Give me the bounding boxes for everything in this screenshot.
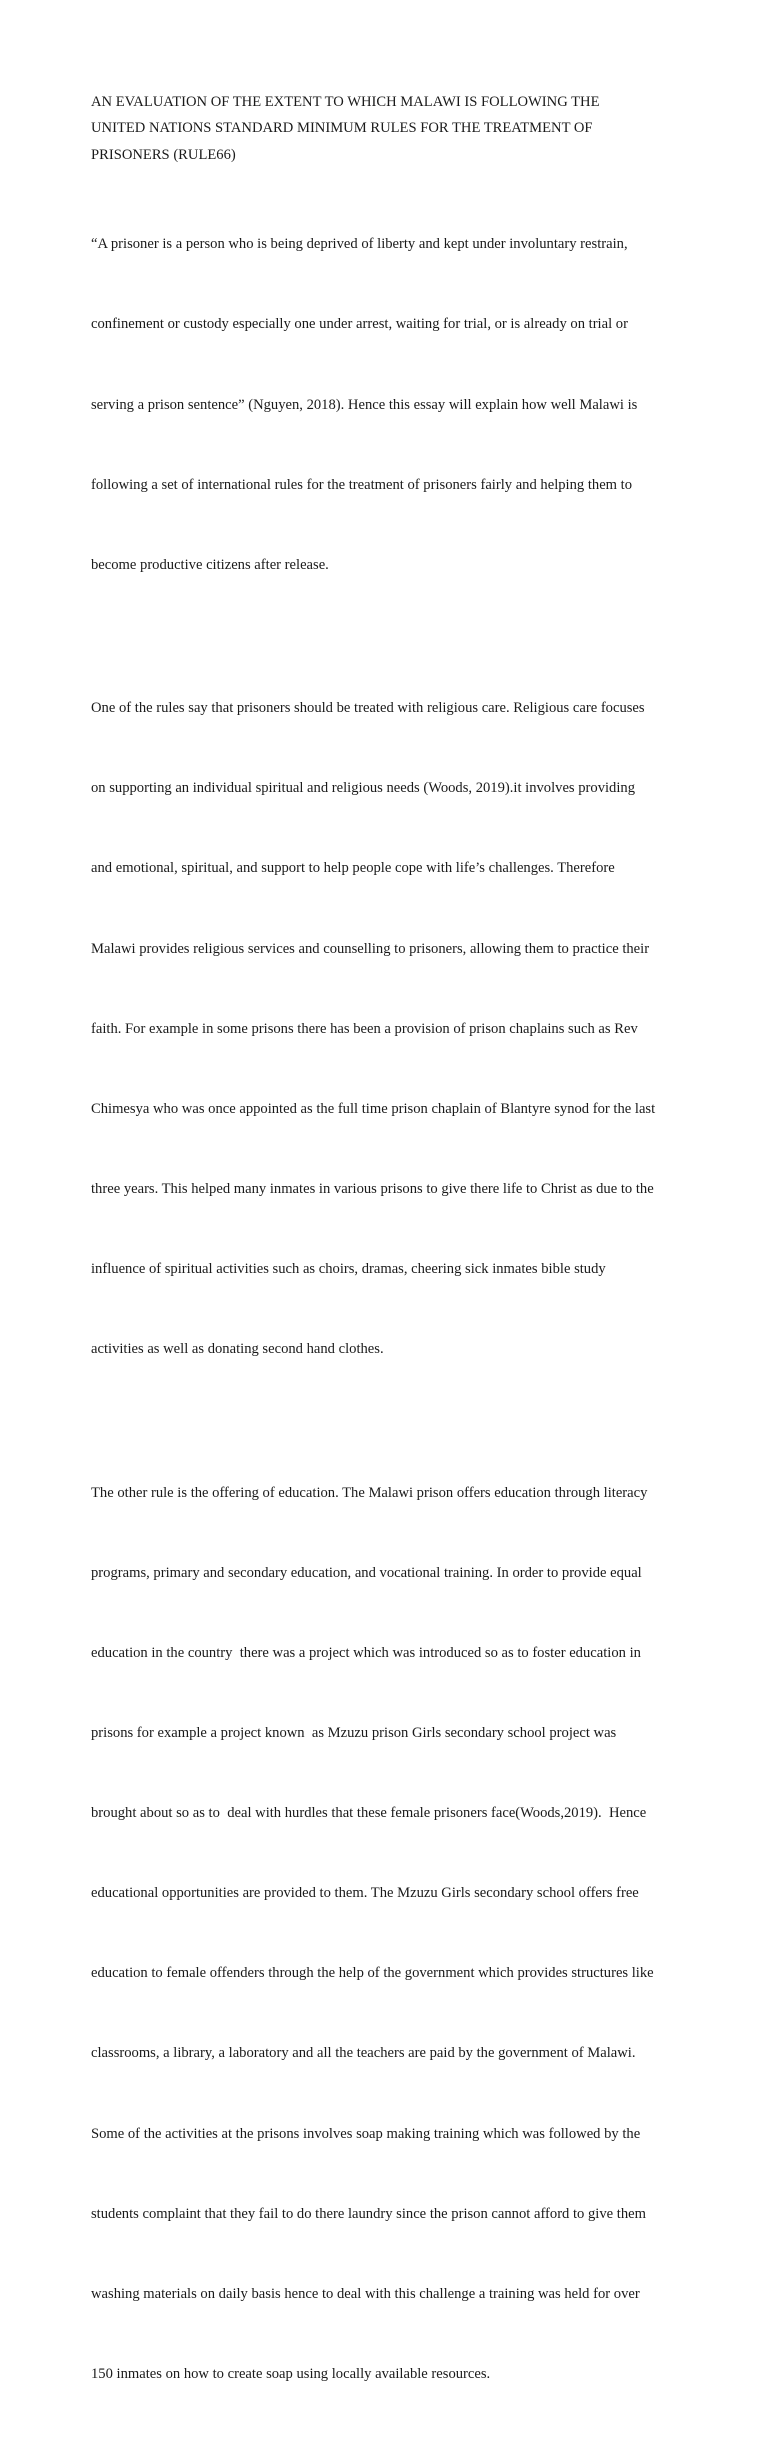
paragraph-religious-care <box>91 642 681 1416</box>
text-line: Some of the activities at the prisons involves soap making training which was followed by the <box>91 2125 641 2142</box>
text-line: become productive citizens after release. <box>91 556 329 573</box>
paragraph-education <box>91 1426 681 2441</box>
document-title <box>91 89 681 168</box>
title-line: PRISONERS (RULE66) <box>91 146 236 163</box>
text-line: prisons for example a project known as Mzuzu prison Girls secondary school project was <box>91 1724 617 1741</box>
text-line: confinement or custody especially one under arrest, waiting for trial, or is already on trial or <box>91 316 628 333</box>
text-line: brought about so as to deal with hurdles that these female prisoners face(Woods,2019). Hence <box>91 1805 647 1822</box>
title-line: AN EVALUATION OF THE EXTENT TO WHICH MALAWI IS FOLLOWING THE <box>91 94 600 110</box>
title-line: UNITED NATIONS STANDARD MINIMUM RULES FOR THE TREATMENT OF <box>91 120 593 137</box>
text-line: 150 inmates on how to create soap using locally available resources. <box>91 2365 491 2382</box>
text-line: One of the rules say that prisoners should be treated with religious care. Religious care focuses <box>91 700 645 717</box>
text-line: following a set of international rules for the treatment of prisoners fairly and helping them to <box>91 476 633 493</box>
text-line: faith. For example in some prisons there has been a provision of prison chaplains such as Rev <box>91 1020 638 1037</box>
text-line: education to female offenders through the help of the government which provides structures like <box>91 1965 654 1982</box>
text-line: three years. This helped many inmates in various prisons to give there life to Christ as due to the <box>91 1180 654 1197</box>
text-line: “A prisoner is a person who is being deprived of liberty and kept under involuntary restrain, <box>91 236 628 253</box>
text-line: and emotional, spiritual, and support to help people cope with life’s challenges. Therefore <box>91 860 615 877</box>
text-line: programs, primary and secondary education, and vocational training. In order to provide equal <box>91 1564 642 1581</box>
text-line: educational opportunities are provided to them. The Mzuzu Girls secondary school offers free <box>91 1885 639 1902</box>
text-line: The other rule is the offering of education. The Malawi prison offers education through literacy <box>91 1484 648 1501</box>
text-line: on supporting an individual spiritual and religious needs (Woods, 2019).it involves providing <box>91 780 636 797</box>
text-line: activities as well as donating second hand clothes. <box>91 1341 384 1358</box>
text-line: influence of spiritual activities such as choirs, dramas, cheering sick inmates bible study <box>91 1261 606 1278</box>
paragraph-prisoner-definition <box>91 178 681 632</box>
text-line: Malawi provides religious services and counselling to prisoners, allowing them to practice their <box>91 940 650 957</box>
text-line: washing materials on daily basis hence to deal with this challenge a training was held for over <box>91 2285 640 2302</box>
text-line: education in the country there was a project which was introduced so as to foster education in <box>91 1644 641 1661</box>
text-line: Chimesya who was once appointed as the full time prison chaplain of Blantyre synod for the last <box>91 1100 656 1117</box>
text-line: students complaint that they fail to do there laundry since the prison cannot afford to give them <box>91 2205 646 2222</box>
text-line: classrooms, a library, a laboratory and all the teachers are paid by the government of Malawi. <box>91 2045 636 2062</box>
text-line: serving a prison sentence” (Nguyen, 2018). Hence this essay will explain how well Malawi is <box>91 396 638 413</box>
document-body <box>91 89 681 2451</box>
